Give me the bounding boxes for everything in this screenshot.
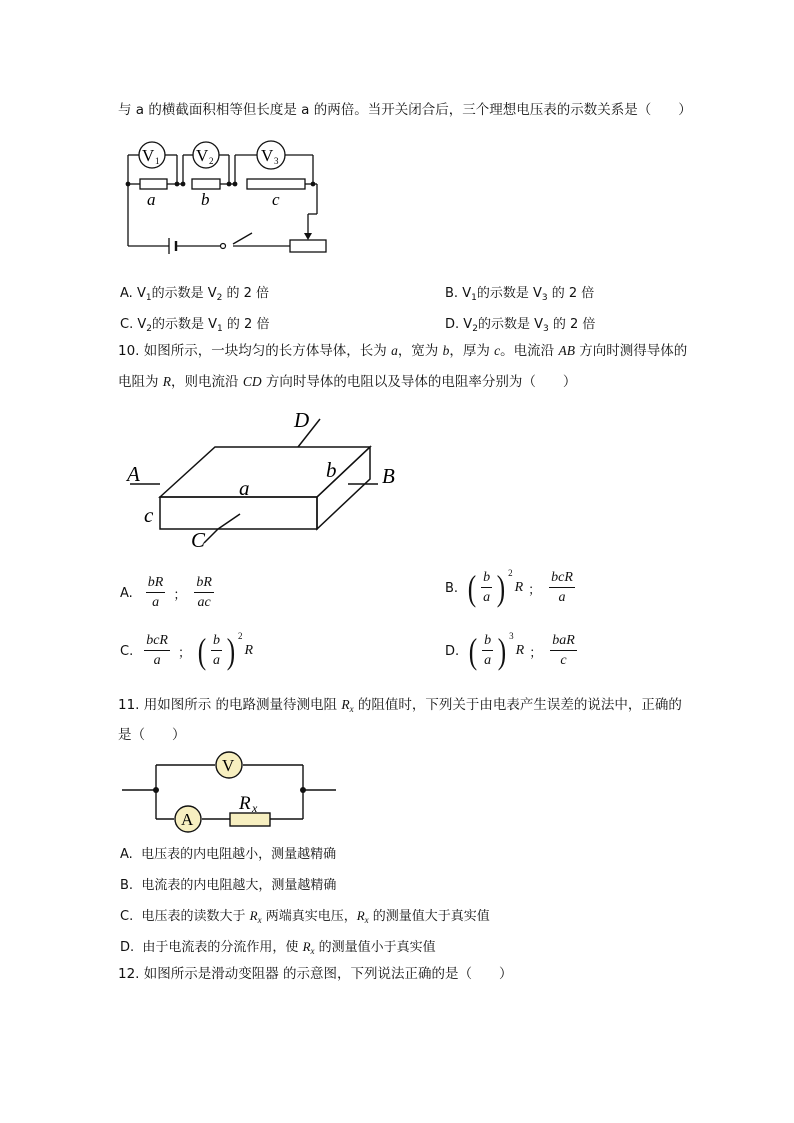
v1-label: V xyxy=(142,146,155,165)
label-a-length: a xyxy=(239,476,250,500)
q9-option-d[interactable]: D. $V_2$的示数是 $V_3$ 的 2 倍 xyxy=(445,317,596,334)
q10-stem-line1: 10. 如图所示，一块均匀的长方体导体，长为 a，宽为 b，厚为 c。电流沿 AB 方向时测得导体的 xyxy=(118,343,688,359)
label-c-thickness: c xyxy=(144,503,154,527)
q11-option-b[interactable]: B. 电流表的内电阻越大，测量越精确 xyxy=(120,878,337,893)
voltmeter-label: V xyxy=(222,756,235,775)
q11-stem-line1: 11. 用如图所示 的电路测量待测电阻 $R_x$ 的阻值时，下列关于由电表产生误差的说法中，正确的 xyxy=(118,697,682,714)
label-c-point: C xyxy=(191,528,206,552)
q11-option-c[interactable]: C. 电压表的读数大于 $R_x$ 两端真实电压，$R_x$ 的测量值大于真实值 xyxy=(120,908,490,925)
q10-option-c[interactable]: C. $\frac{\text{bcR}}{a}$ ； ( $\frac{b}{a}$ ) 2 R xyxy=(120,631,254,672)
q10-cuboid-diagram xyxy=(120,405,420,555)
v3-label: V xyxy=(261,146,274,165)
q12-stem: 12. 如图所示是滑动变阻器 的示意图，下列说法正确的是（ ） xyxy=(118,966,513,982)
v2-label: V xyxy=(196,146,209,165)
q11-stem-line2: 是（ ） xyxy=(118,727,186,743)
label-d: D xyxy=(294,408,310,432)
q9-circuit-diagram xyxy=(120,138,340,258)
q11-option-a[interactable]: A. 电压表的内电阻越小，测量越精确 xyxy=(120,847,337,862)
v2-sub: 2 xyxy=(209,156,214,166)
q9-option-b[interactable]: B. $V_1$的示数是 $V_3$ 的 2 倍 xyxy=(445,286,595,303)
q11-circuit-diagram xyxy=(118,748,348,838)
resistor-a-label: a xyxy=(147,190,156,209)
label-a-point: A xyxy=(127,462,140,486)
resistor-rx xyxy=(230,813,270,826)
rx-label: R xyxy=(239,793,251,814)
q11-option-d[interactable]: D. 由于电流表的分流作用，使 $R_x$ 的测量值小于真实值 xyxy=(120,939,436,956)
q9-stem: 与 a 的横截面积相等但长度是 a 的两倍。当开关闭合后，三个理想电压表的示数关系是（ ） xyxy=(118,102,692,118)
q10-option-b[interactable]: B. ( $\frac{b}{a}$ ) 2 R ； $\frac{\text{bcR}}{a}$ xyxy=(445,568,573,609)
q10-stem-line2: 电阻为 R，则电流沿 CD 方向时导体的电阻以及导体的电阻率分别为（ ） xyxy=(118,374,577,390)
ammeter-label: A xyxy=(181,810,194,829)
q9-option-c[interactable]: C. $V_2$的示数是 $V_1$ 的 2 倍 xyxy=(120,317,270,334)
v3-sub: 3 xyxy=(274,156,279,166)
q10-option-d[interactable]: D. ( $\frac{b}{a}$ ) 3 R ； $\frac{\text{baR}}{c}$ xyxy=(445,631,575,672)
rx-label-sub: x xyxy=(252,801,258,815)
resistor-b-label: b xyxy=(201,190,210,209)
v1-sub: 1 xyxy=(155,156,160,166)
q9-option-a[interactable]: A. $V_1$的示数是 $V_2$ 的 2 倍 xyxy=(120,286,270,303)
q10-option-a[interactable]: A. $\frac{bR}{a}$ ； $\frac{bR}{ac}$ xyxy=(120,575,212,611)
label-b-point: B xyxy=(382,464,395,488)
label-b-width: b xyxy=(326,458,337,482)
resistor-c-label: c xyxy=(272,190,280,209)
